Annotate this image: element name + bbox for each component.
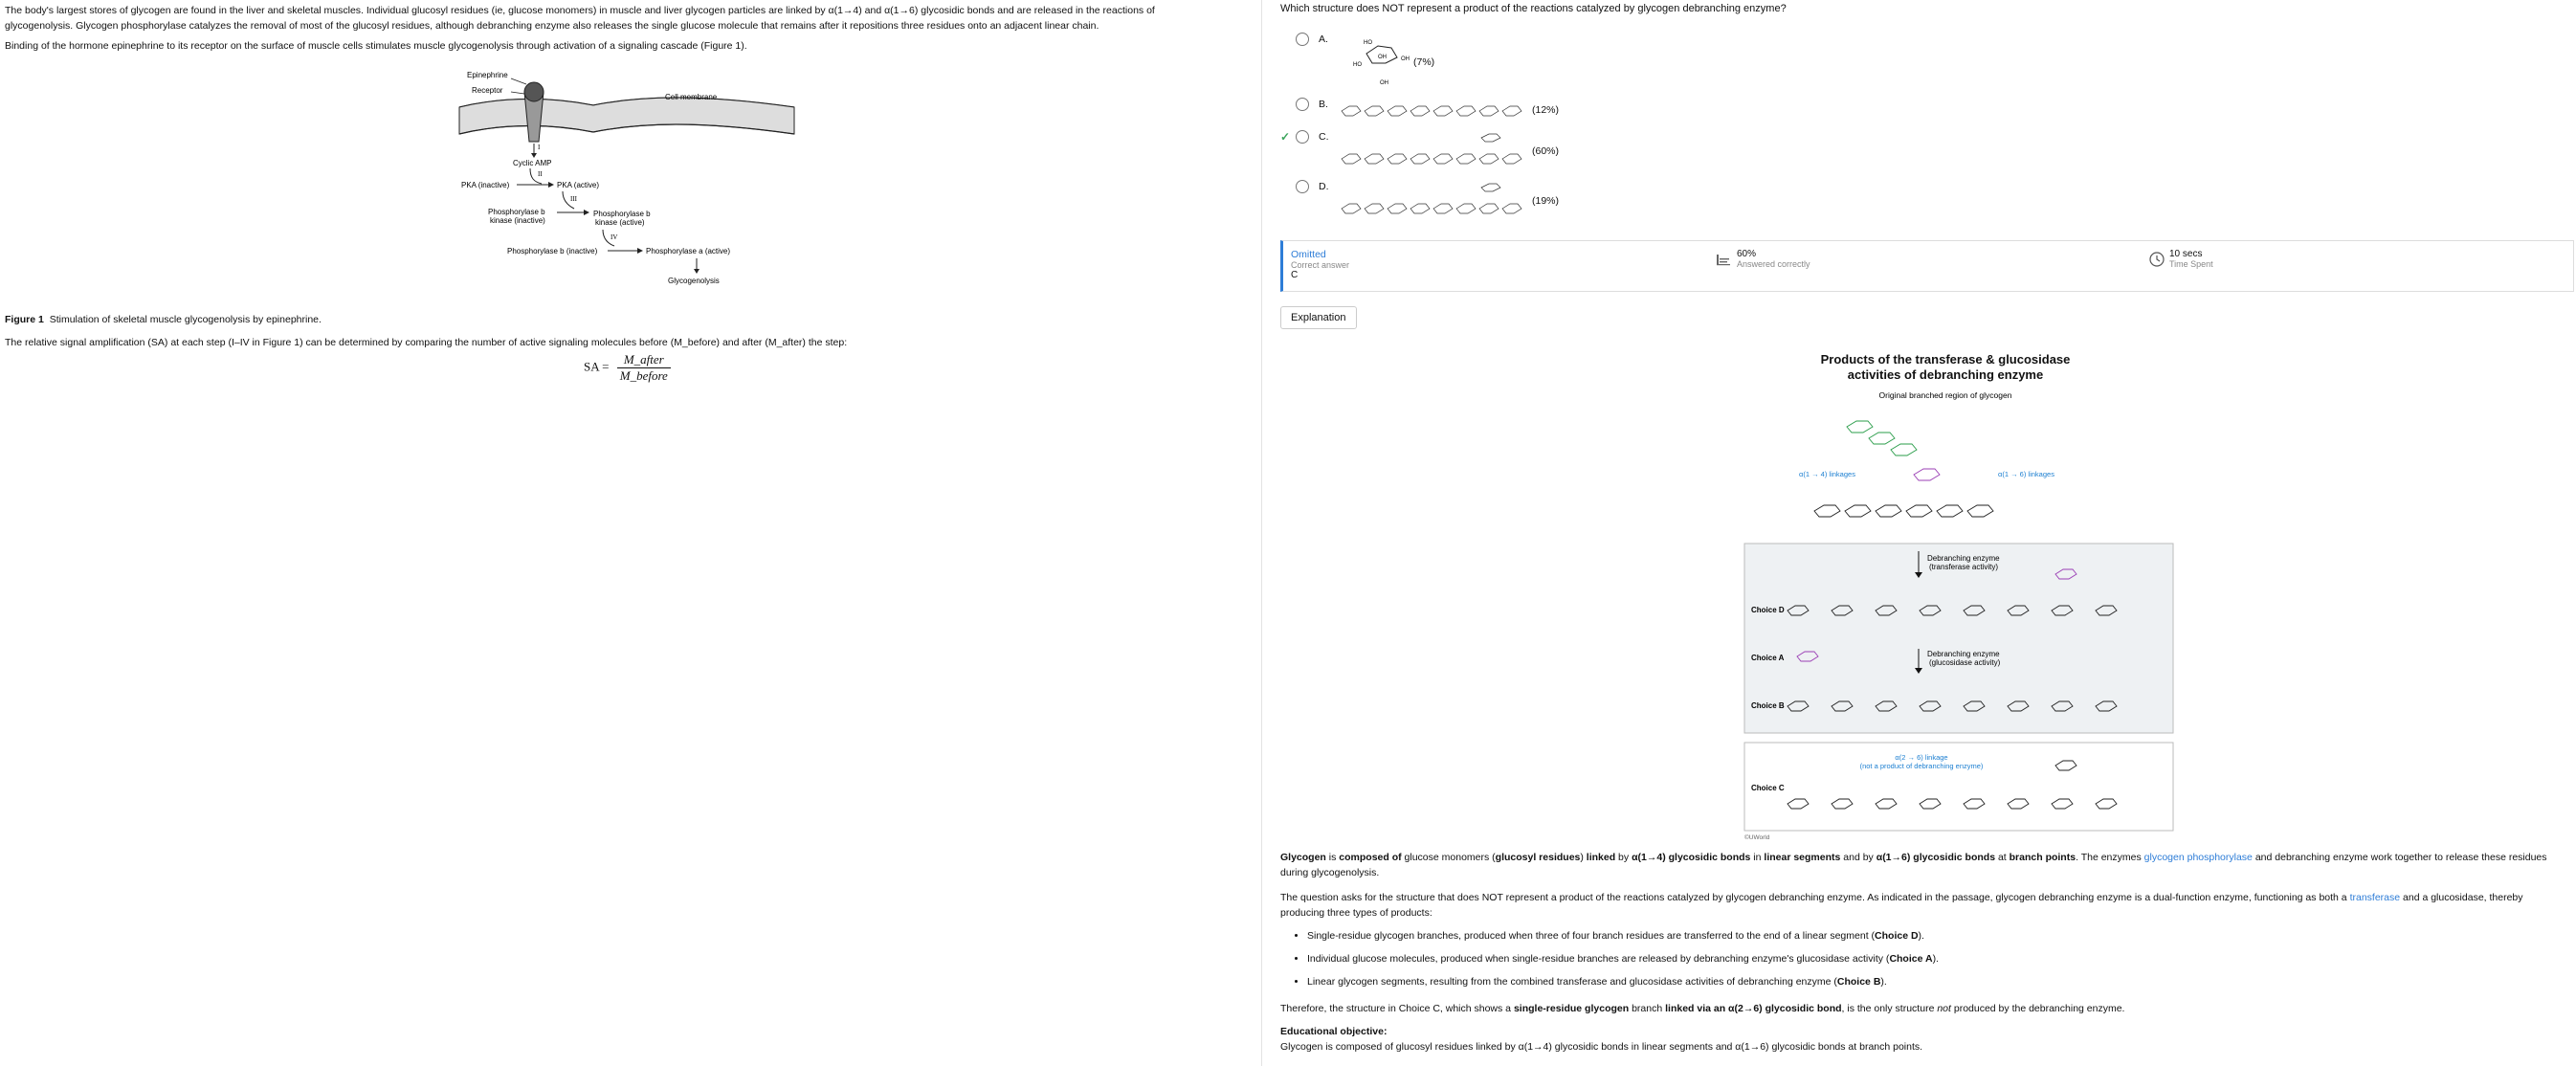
choice-b[interactable] — [1296, 98, 1328, 111]
p3-e: , is the only structure — [1841, 1003, 1938, 1014]
explanation-figure-title-line2: activities of debranching enzyme — [1847, 367, 2044, 382]
expl-t6: linked — [1586, 852, 1616, 863]
expl-t8: α(1→4) glycosidic bonds — [1632, 852, 1751, 863]
fig2-choice-d-label: Choice D — [1751, 606, 1785, 614]
fig2-subtitle: Original branched region of glycogen — [1878, 390, 2012, 400]
pane-divider — [1261, 0, 1262, 1066]
clock-icon — [2149, 252, 2165, 267]
list-item — [1307, 951, 2567, 966]
stat-pct-value: 60% — [1737, 249, 1757, 259]
educational-objective-label: Educational objective: — [1280, 1026, 1388, 1037]
fig1-kinase-inactive-1: Phosphorylase b — [488, 208, 545, 216]
stat-time-value: 10 secs — [2169, 249, 2203, 259]
fig1-kinase-active-2: kinase (active) — [595, 218, 645, 227]
list-item — [1307, 928, 2567, 944]
explanation-paragraph-2 — [1280, 890, 2567, 921]
expl-t5: ) — [1580, 852, 1587, 863]
expl-t10: linear segments — [1764, 852, 1841, 863]
choice-d-letter: D. — [1319, 181, 1329, 192]
explanation-paragraph-3 — [1280, 1001, 2567, 1016]
fig1-step-iv: IV — [611, 233, 618, 241]
choice-d-structure — [1338, 182, 1539, 226]
stat-time — [2149, 249, 2213, 269]
p3-d: linked via an α(2→6) glycosidic bond — [1665, 1003, 1842, 1014]
fig1-camp-label: Cyclic AMP — [513, 159, 552, 167]
li2-c: ). — [1932, 953, 1939, 965]
expl-t15: . The enzymes — [2076, 852, 2144, 863]
expl-t3: glucose monomers ( — [1401, 852, 1496, 863]
expl-t9: in — [1750, 852, 1765, 863]
fig1-receptor-label: Receptor — [472, 86, 503, 95]
stat-correct-label: Correct answer — [1291, 260, 1350, 270]
choice-a-letter: A. — [1319, 33, 1328, 45]
question-text: Which structure does NOT represent a product of the reactions catalyzed by glycogen debranching enzyme? — [1280, 3, 1787, 14]
passage-pane — [0, 0, 1261, 1066]
li1-b: Choice D — [1875, 930, 1919, 942]
fig2-choice-b-label: Choice B — [1751, 701, 1785, 710]
fig1-glycogenolysis: Glycogenolysis — [668, 277, 720, 285]
p3-f: not — [1937, 1003, 1951, 1014]
explanation-figure-title-line1: Products of the transferase & glucosidase — [1820, 352, 2071, 366]
formula-fraction — [617, 352, 671, 384]
choice-c-letter: C. — [1319, 131, 1329, 143]
expl-t12: α(1→6) glycosidic bonds — [1876, 852, 1996, 863]
choice-b-radio[interactable] — [1296, 98, 1309, 111]
choice-c-structure — [1338, 132, 1539, 176]
formula-numerator: M_after — [617, 352, 671, 368]
svg-text:HO: HO — [1353, 62, 1362, 68]
fig1-step-ii: II — [538, 170, 543, 178]
expl-t7: by — [1615, 852, 1632, 863]
fig2-copyright: ©UWorld — [1744, 834, 1770, 841]
formula-denominator: M_before — [619, 368, 668, 383]
answer-stats-bar — [1280, 240, 2574, 292]
figure-1-caption-label: Figure 1 — [5, 314, 44, 325]
stat-percent — [1716, 249, 1810, 269]
p3-a: Therefore, the structure in Choice C, which shows a — [1280, 1003, 1514, 1014]
fig1-pka-inactive: PKA (inactive) — [461, 181, 510, 189]
expl-t4: glucosyl residues — [1495, 852, 1581, 863]
fig2-choice-c-label: Choice C — [1751, 784, 1785, 792]
expl-p2-a: The question asks for the structure that does NOT represent a product of the reactions catalyzed by glycogen debranching enzyme. As indicated in the passage, glycogen debranching enzyme is a dual-function enzyme, functioning as both a — [1280, 892, 2350, 903]
correct-check-icon: ✓ — [1280, 130, 1291, 144]
expl-t16: and debranching enzyme work together to release these residues during glycogenolysis. — [1280, 852, 2547, 878]
p3-c: branch — [1629, 1003, 1666, 1014]
choice-a-pct: (7%) — [1413, 56, 1435, 68]
fig1-membrane-label: Cell membrane — [665, 93, 718, 101]
li3-b: Choice B — [1836, 976, 1881, 988]
choice-c[interactable] — [1296, 130, 1329, 144]
fig2-enzyme2b: (glucosidase activity) — [1929, 658, 2001, 667]
figure-1-caption — [5, 314, 322, 325]
li1-a: Single-residue glycogen branches, produced when three of four branch residues are transferred to the end of a linear segment ( — [1307, 930, 1876, 942]
list-item — [1307, 974, 2567, 989]
expl-t11: and by — [1840, 852, 1876, 863]
fig2-enzyme2a: Debranching enzyme — [1927, 650, 2000, 658]
fig2-a26-note: (not a product of debranching enzyme) — [1859, 762, 1984, 770]
expl-t1: is — [1325, 852, 1340, 863]
choice-b-structure — [1338, 96, 1539, 130]
educational-objective-text: Glycogen is composed of glucosyl residues linked by α(1→4) glycosidic bonds in linear segments and α(1→6) glycosidic bonds at branch points. — [1280, 1041, 1923, 1053]
li1-c: ). — [1918, 930, 1924, 942]
bar-chart-icon — [1716, 253, 1731, 266]
glycogen-phosphorylase-link[interactable]: glycogen phosphorylase — [2143, 852, 2253, 863]
fig1-step-iii: III — [570, 195, 577, 203]
fig2-a16-label: α(1 → 6) linkages — [1998, 470, 2054, 478]
transferase-link[interactable]: transferase — [2349, 892, 2401, 903]
expl-t14: branch points — [2009, 852, 2076, 863]
choice-c-pct: (60%) — [1532, 145, 1560, 157]
formula-lhs: SA = — [584, 359, 610, 374]
sa-formula — [584, 352, 671, 384]
svg-text:OH: OH — [1380, 80, 1388, 86]
choice-d[interactable] — [1296, 180, 1329, 193]
expl-t13: at — [1995, 852, 2010, 863]
choice-a-radio[interactable] — [1296, 33, 1309, 46]
stat-status: Omitted — [1291, 249, 1326, 260]
fig2-a26-label: α(2 → 6) linkage — [1895, 753, 1948, 762]
fig2-enzyme1b: (transferase activity) — [1929, 563, 1999, 571]
stat-correct-value: C — [1291, 270, 1299, 280]
debranching-diagram — [1701, 352, 2189, 842]
fig1-pka-active: PKA (active) — [557, 181, 600, 189]
expl-p2-b: and a glucosidase, thereby producing three types of products: — [1280, 892, 2523, 919]
passage-paragraph-2: Binding of the hormone epinephrine to its receptor on the surface of muscle cells stimulates muscle glycogenolysis through activation of a signaling cascade (Figure 1). — [5, 40, 747, 52]
stat-omitted — [1291, 249, 1349, 280]
fig1-epinephrine-label: Epinephrine — [467, 71, 508, 79]
expl-t2: composed of — [1339, 852, 1402, 863]
fig1-kinase-inactive-2: kinase (inactive) — [490, 216, 545, 225]
choice-d-pct: (19%) — [1532, 195, 1560, 207]
explanation-paragraph-1 — [1280, 850, 2567, 880]
li2-b: Choice A — [1889, 953, 1933, 965]
svg-text:OH: OH — [1401, 56, 1410, 62]
fig1-phos-a: Phosphorylase a (active) — [646, 247, 731, 255]
svg-text:OH: OH — [1378, 55, 1387, 60]
fig2-enzyme1a: Debranching enzyme — [1927, 554, 2000, 563]
fig1-step-i: I — [538, 144, 541, 151]
li2-a: Individual glucose molecules, produced when single-residue branches are released by debranching enzyme's glucosidase activity ( — [1307, 953, 1890, 965]
choice-b-pct: (12%) — [1532, 104, 1560, 116]
li3-c: ). — [1880, 976, 1887, 988]
svg-text:HO: HO — [1364, 40, 1372, 46]
choice-b-letter: B. — [1319, 99, 1328, 110]
passage-paragraph-3: The relative signal amplification (SA) at each step (I–IV in Figure 1) can be determined by comparing the number of active signaling molecules before (M_before) and after (M_after) the step: — [5, 337, 848, 348]
p3-g: produced by the debranching enzyme. — [1950, 1003, 2125, 1014]
figure-1-diagram — [450, 67, 804, 297]
stat-pct-label: Answered correctly — [1737, 259, 1810, 269]
stat-time-label: Time Spent — [2169, 259, 2213, 269]
question-pane — [1280, 0, 2572, 1066]
choice-d-radio[interactable] — [1296, 180, 1309, 193]
figure-1-caption-text: Stimulation of skeletal muscle glycogenolysis by epinephrine. — [49, 314, 322, 325]
choice-c-radio[interactable] — [1296, 130, 1309, 144]
p3-b: single-residue glycogen — [1513, 1003, 1630, 1014]
fig1-kinase-active-1: Phosphorylase b — [593, 210, 651, 218]
explanation-figure — [1701, 352, 2189, 842]
expl-glycogen: Glycogen — [1280, 852, 1326, 863]
fig2-choice-a-label: Choice A — [1751, 654, 1785, 662]
fig1-phos-b: Phosphorylase b (inactive) — [507, 247, 598, 255]
li3-a: Linear glycogen segments, resulting from the combined transferase and glucosidase activities of debranching enzyme ( — [1307, 976, 1837, 988]
explanation-product-list — [1280, 928, 2567, 997]
passage-paragraph-1: The body's largest stores of glycogen are found in the liver and skeletal muscles. Individual glucosyl residues (ie, glucose monomers) in muscle and liver glycogen particles are linked by α(1→4) and α(1→6) glycosidic bonds and are released in the reactions of glycogenolysis. Glycogen phosphorylase catalyzes the removal of most of the glucosyl residues, although debranching enzyme also releases the single glucose molecule that remains after it repositions three residues onto an adjacent linear chain. — [5, 5, 1155, 32]
choice-a[interactable] — [1296, 33, 1328, 46]
fig2-a14-label: α(1 → 4) linkages — [1799, 470, 1855, 478]
explanation-tab[interactable]: Explanation — [1280, 306, 1357, 329]
